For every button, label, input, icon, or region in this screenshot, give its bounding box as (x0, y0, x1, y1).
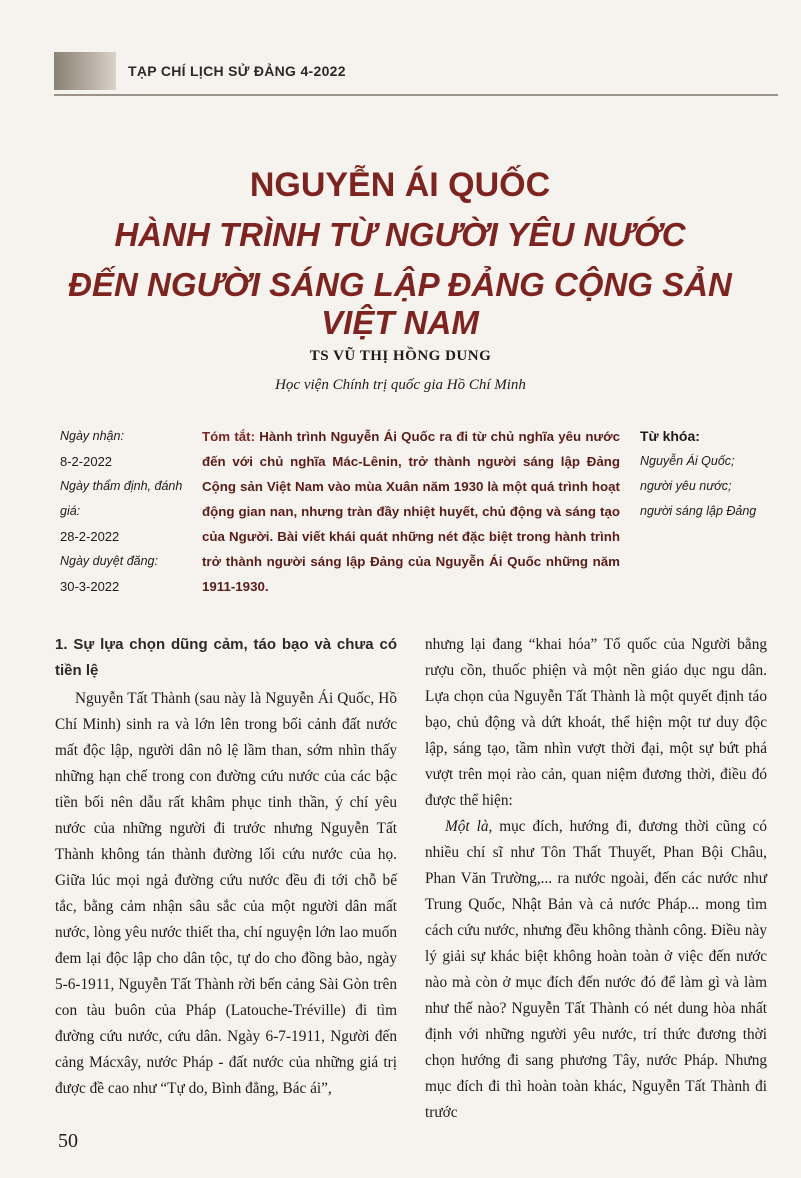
keyword-item: người yêu nước; (640, 479, 732, 493)
journal-header (54, 52, 778, 90)
header-divider (54, 94, 778, 96)
paragraph: Nguyễn Tất Thành (sau này là Nguyễn Ái Quốc, Hồ Chí Minh) sinh ra và lớn lên trong bối cảnh đất nước mất độc lập, người dân nô lệ lầm than, sớm nhìn thấy những hạn chế trong con đường cứu nước của các bậc tiền bối nên dẫu rất khâm phục tinh thần, ý chí yêu nước của những người đi trước nhưng Nguyễn Tất Thành không tán thành đường lối cứu nước của họ. Giữa lúc mọi ngả đường cứu nước đều đi tới chỗ bế tắc, bằng cảm nhận sâu sắc của một người dân mất nước, lòng yêu nước thiết tha, chí nguyện lớn lao muốn đem lại độc lập cho dân tộc, tự do cho đồng bào, ngày 5-6-1911, Nguyễn Tất Thành rời bến cảng Sài Gòn trên con tàu buôn của Pháp (Latouche-Tréville) đi tìm đường cứu nước, cứu dân. Ngày 6-7-1911, Người đến cảng Mácxây, nước Pháp - đất nước của những giá trị được đề cao như “Tự do, Bình đẳng, Bác ái”, (55, 690, 397, 1097)
title-line-1: NGUYỄN ÁI QUỐC (249, 166, 551, 204)
received-label: Ngày nhận: (60, 429, 124, 443)
body-column-left (55, 632, 397, 1102)
abstract (202, 424, 620, 599)
author-name: TS VŨ THỊ HỒNG DUNG (309, 348, 492, 364)
keyword-item: Nguyễn Ái Quốc; (640, 454, 735, 468)
approved-label: Ngày duyệt đăng: (60, 554, 158, 568)
author-affiliation: Học viện Chính trị quốc gia Hồ Chí Minh (275, 377, 526, 393)
approved-date: 30-3-2022 (60, 579, 120, 594)
header-gradient-block (54, 52, 116, 90)
keyword-item: người sáng lập Đảng (640, 504, 757, 518)
reviewed-label: Ngày thẩm định, đánh giá: (60, 479, 183, 518)
reviewed-date: 28-2-2022 (60, 529, 120, 544)
paragraph-text: mục đích, hướng đi, đương thời cũng có nhiều chí sĩ như Tôn Thất Thuyết, Phan Bội Châu, Phan Văn Trường,... ra nước ngoài, đến các nước như Trung Quốc, Nhật Bản và cả nước Pháp... mong tìm cách cứu nước, nhưng đều không thành công. Điều này lý giải sự khác biệt không hoàn toàn ở việc đến nước nào mà còn ở mục đích đến nước đó để làm gì và làm như thế nào? Nguyễn Tất Thành có nét dung hòa nhất định với những người yêu nước, trí thức đương thời chọn hướng đi sang phương Tây, nước Pháp. Nhưng mục đích đi thì hoàn toàn khác, Nguyễn Tất Thành đi trước (425, 818, 767, 1121)
page-number: 50 (58, 1130, 78, 1152)
paragraph: nhưng lại đang “khai hóa” Tổ quốc của Người bằng rượu cồn, thuốc phiện và một nền giáo dục ngu dân. Lựa chọn của Nguyễn Tất Thành là một quyết định táo bạo, chủ động và dứt khoát, thể hiện một tư duy độc lập, sáng tạo, tầm nhìn vượt thời đại, một sự bứt phá vượt trên mọi rào cản, quan niệm đương thời, điều đó được thể hiện: (425, 636, 767, 809)
keywords (640, 424, 780, 524)
abstract-label: Tóm tắt: (202, 429, 256, 444)
title-line-2: HÀNH TRÌNH TỪ NGƯỜI YÊU NƯỚC (114, 216, 686, 253)
journal-name: TẠP CHÍ LỊCH SỬ ĐẢNG 4-2022 (128, 63, 346, 79)
article-dates (60, 424, 200, 599)
section-heading: 1. Sự lựa chọn dũng cảm, táo bạo và chưa có tiền lệ (55, 636, 397, 679)
keywords-title: Từ khóa: (640, 428, 700, 444)
paragraph (425, 814, 767, 1126)
title-line-3: ĐẾN NGƯỜI SÁNG LẬP ĐẢNG CỘNG SẢN VIỆT NAM (68, 266, 732, 341)
paragraph-lead: Một là, (445, 818, 493, 835)
received-date: 8-2-2022 (60, 454, 113, 469)
body-column-right (425, 632, 767, 1126)
abstract-text: Hành trình Nguyễn Ái Quốc ra đi từ chủ nghĩa yêu nước đến với chủ nghĩa Mác-Lênin, trở thành người sáng lập Đảng Cộng sản Việt Nam vào mùa Xuân năm 1930 là một quá trình hoạt động gian nan, nhưng tràn đầy nhiệt huyết, chủ động và sáng tạo của Người. Bài viết khái quát những nét đặc biệt trong hành trình trở thành người sáng lập Đảng của Nguyễn Ái Quốc những năm 1911-1930. (202, 429, 620, 594)
